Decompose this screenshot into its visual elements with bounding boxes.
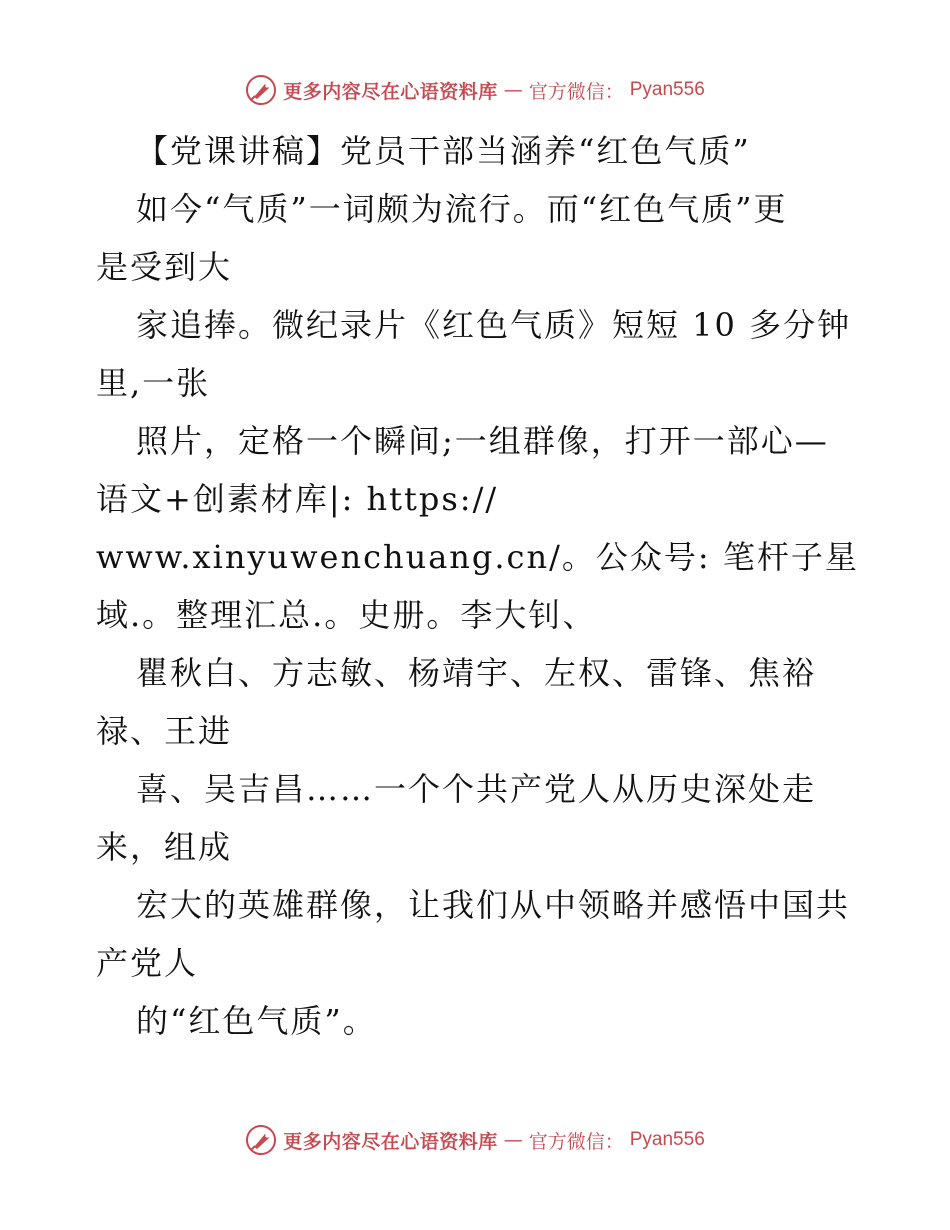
document-title: 【党课讲稿】党员干部当涵养“红色气质” xyxy=(136,132,751,170)
document-line: 的“红色气质”。 xyxy=(136,1002,377,1040)
document-line: 产党人 xyxy=(96,944,199,982)
footer-banner xyxy=(0,1120,950,1160)
document-line: 照片，定格一个瞬间;一组群像，打开一部心— xyxy=(136,422,829,460)
pen-nib-logo-icon xyxy=(245,74,277,106)
header-banner-dash: — xyxy=(503,79,523,101)
document-line: 语文+创素材库|: https:// xyxy=(96,480,499,518)
document-line: 来，组成 xyxy=(96,828,233,866)
document-line: 如今“气质”一词颇为流行。而“红色气质”更 xyxy=(136,190,788,228)
header-banner xyxy=(0,70,950,110)
document-line: www.xinyuwenchuang.cn/。公众号: 笔杆子星 xyxy=(96,538,859,576)
header-banner-text: 更多内容尽在心语资料库 xyxy=(283,80,498,103)
document-line: 喜、吴吉昌……一个个共产党人从历史深处走 xyxy=(136,770,817,808)
footer-banner-text: 更多内容尽在心语资料库 xyxy=(283,1130,498,1153)
document-line: 里,一张 xyxy=(96,364,211,402)
footer-wechat-label: 官方微信： xyxy=(528,1130,624,1153)
document-line: 是受到大 xyxy=(96,248,233,286)
footer-banner-dash: — xyxy=(503,1129,523,1151)
document-body xyxy=(96,122,876,1050)
document-line: 禄、王进 xyxy=(96,712,233,750)
pen-nib-logo-icon xyxy=(245,1124,277,1156)
footer-banner-inner xyxy=(245,1124,705,1156)
header-banner-inner xyxy=(245,74,705,106)
header-wechat-id: Pyan556 xyxy=(629,79,705,100)
header-wechat-label: 官方微信： xyxy=(528,80,624,103)
document-line: 宏大的英雄群像，让我们从中领略并感悟中国共 xyxy=(136,886,851,924)
document-line: 瞿秋白、方志敏、杨靖宇、左权、雷锋、焦裕 xyxy=(136,654,817,692)
footer-wechat-id: Pyan556 xyxy=(629,1129,705,1150)
document-line: 域.。整理汇总.。史册。李大钊、 xyxy=(96,596,597,634)
document-line: 家追捧。微纪录片《红色气质》短短 10 多分钟 xyxy=(136,306,852,344)
